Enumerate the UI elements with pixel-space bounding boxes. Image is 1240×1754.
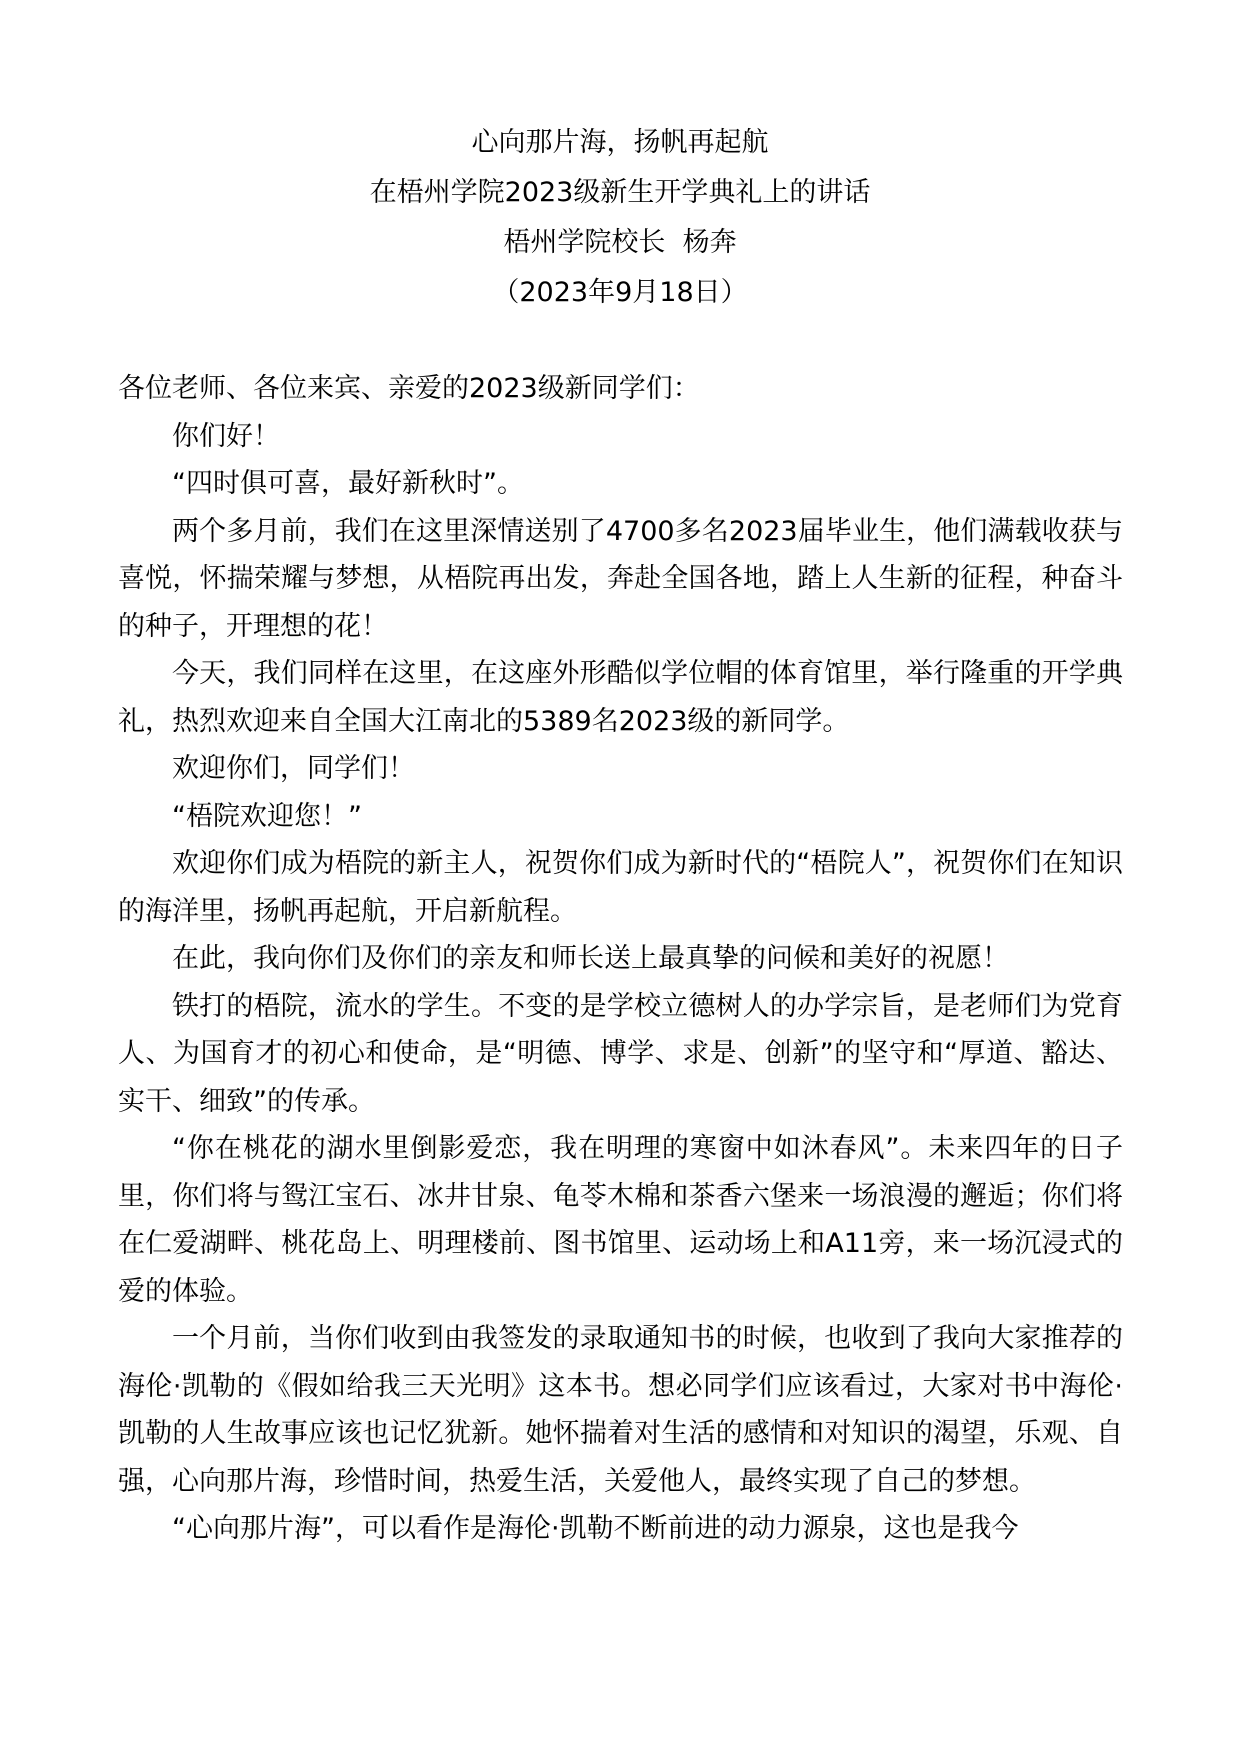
speech-header bbox=[0, 118, 1240, 318]
paragraph-2: “四时俱可喜，最好新秋时”。 bbox=[172, 468, 524, 499]
paragraph-8: 在此，我向你们及你们的亲友和师长送上最真挚的问候和美好的祝愿！ bbox=[172, 943, 1009, 974]
speech-title: 心向那片海，扬帆再起航 bbox=[471, 127, 769, 158]
paragraph-12: “心向那片海”，可以看作是海伦·凯勒不断前进的动力源泉，这也是我今 bbox=[172, 1513, 1019, 1544]
salutation: 各位老师、各位来宾、亲爱的2023级新同学们： bbox=[118, 373, 700, 404]
paragraph-9: 铁打的梧院，流水的学生。不变的是学校立德树人的办学宗旨，是老师们为党育人、为国育才的初心和使命，是“明德、博学、求是、创新”的坚守和“厚道、豁达、实干、细致”的传承。 bbox=[118, 990, 1123, 1117]
paragraph-11: 一个月前，当你们收到由我签发的录取通知书的时候，也收到了我向大家推荐的海伦·凯勒的《假如给我三天光明》这本书。想必同学们应该看过，大家对书中海伦·凯勒的人生故事应该也记忆犹新。她怀揣着对生活的感情和对知识的渴望，乐观、自强，心向那片海，珍惜时间，热爱生活，关爱他人，最终实现了自己的梦想。 bbox=[118, 1323, 1123, 1497]
paragraph-6: “梧院欢迎您！” bbox=[172, 800, 362, 832]
speech-speaker: 梧州学院校长 杨奔 bbox=[503, 227, 737, 258]
paragraph-10: “你在桃花的湖水里倒影爱恋，我在明理的寒窗中如沐春风”。未来四年的日子里，你们将与鸳江宝石、冰井甘泉、龟苓木棉和茶香六堡来一场浪漫的邂逅；你们将在仁爱湖畔、桃花岛上、明理楼前、图书馆里、运动场上和A11旁，来一场沉浸式的爱的体验。 bbox=[118, 1133, 1123, 1307]
speech-date: （2023年9月18日） bbox=[492, 277, 748, 308]
paragraph-5: 欢迎你们，同学们！ bbox=[172, 753, 415, 784]
paragraph-7: 欢迎你们成为梧院的新主人，祝贺你们成为新时代的“梧院人”，祝贺你们在知识的海洋里，扬帆再起航，开启新航程。 bbox=[118, 848, 1123, 927]
paragraph-3: 两个多月前，我们在这里深情送别了4700多名2023届毕业生，他们满载收获与喜悦，怀揣荣耀与梦想，从梧院再出发，奔赴全国各地，踏上人生新的征程，种奋斗的种子，开理想的花！ bbox=[118, 515, 1123, 642]
speech-subtitle: 在梧州学院2023级新生开学典礼上的讲话 bbox=[369, 177, 871, 208]
paragraph-1: 你们好！ bbox=[172, 420, 280, 452]
paragraph-4: 今天，我们同样在这里，在这座外形酷似学位帽的体育馆里，举行隆重的开学典礼，热烈欢迎来自全国大江南北的5389名2023级的新同学。 bbox=[118, 658, 1123, 737]
speech-body bbox=[118, 365, 1123, 1553]
